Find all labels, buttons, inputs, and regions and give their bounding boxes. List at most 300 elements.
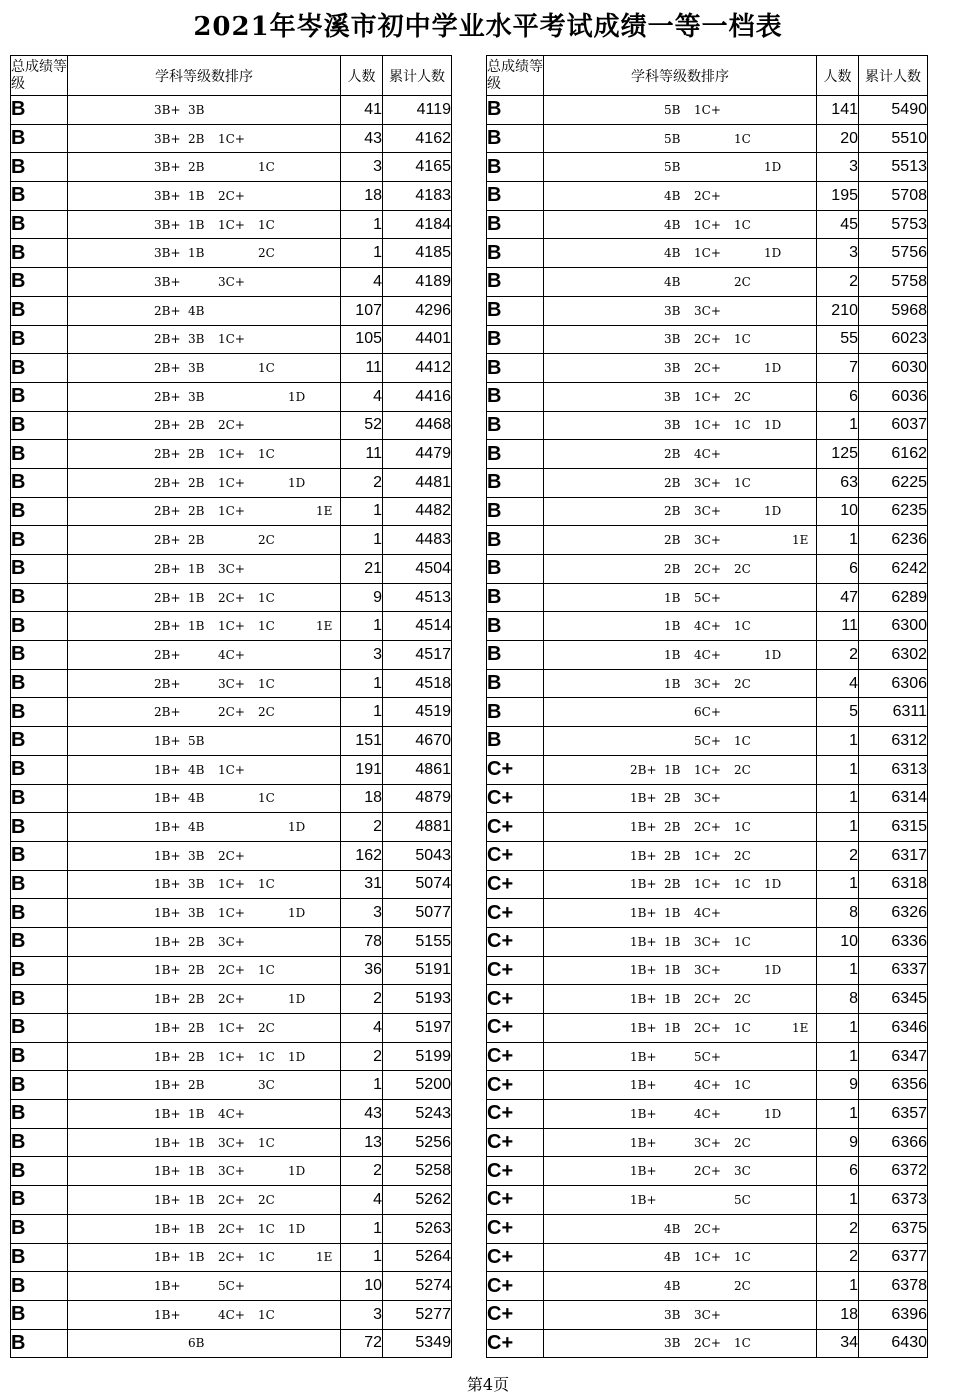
- grade-token: 2C+: [218, 1192, 245, 1207]
- table-row: [487, 468, 928, 497]
- grade-token: 3C+: [694, 934, 721, 949]
- grade-cell: B: [11, 956, 68, 985]
- grade-token: 1C+: [218, 447, 245, 462]
- combination-cell: [68, 325, 341, 354]
- grade-cell: B: [11, 210, 68, 239]
- grade-token: 1C: [258, 1250, 275, 1265]
- cumulative-cell: 4513: [383, 583, 452, 612]
- grade-token: 4C+: [694, 1078, 721, 1093]
- table-row: [487, 555, 928, 584]
- count-cell: 21: [341, 555, 383, 584]
- combination-cell: [544, 1272, 817, 1301]
- header-row: [487, 56, 928, 96]
- grade-cell: B: [11, 698, 68, 727]
- grade-cell: B: [11, 1272, 68, 1301]
- grade-token: 2B: [188, 131, 205, 146]
- grade-token: 2C+: [218, 963, 245, 978]
- cumulative-cell: 5191: [383, 956, 452, 985]
- grade-token: 1C+: [694, 246, 721, 261]
- grade-token: 4C+: [694, 906, 721, 921]
- table-row: [11, 526, 452, 555]
- grade-cell: B: [11, 440, 68, 469]
- grade-token: 3B+: [154, 131, 181, 146]
- grade-cell: B: [11, 1014, 68, 1043]
- grade-token: 1C+: [218, 762, 245, 777]
- combination-cell: [544, 669, 817, 698]
- grade-token: 1D: [764, 647, 782, 662]
- combination-cell: [68, 354, 341, 383]
- combination-cell: [544, 210, 817, 239]
- count-cell: 1: [817, 1100, 859, 1129]
- grade-cell: B: [487, 583, 544, 612]
- table-row: [487, 1071, 928, 1100]
- grade-token: 2B+: [154, 389, 181, 404]
- cumulative-cell: 6377: [859, 1243, 928, 1272]
- count-cell: 1: [341, 612, 383, 641]
- grade-cell: B: [487, 555, 544, 584]
- count-cell: 1: [341, 1071, 383, 1100]
- cumulative-cell: 6366: [859, 1128, 928, 1157]
- grade-token: 1B: [188, 561, 205, 576]
- count-cell: 13: [341, 1128, 383, 1157]
- count-cell: 195: [817, 182, 859, 211]
- cumulative-cell: 4879: [383, 784, 452, 813]
- cumulative-cell: 5263: [383, 1214, 452, 1243]
- grade-token: 1C+: [218, 1020, 245, 1035]
- grade-token: 3C+: [218, 1164, 245, 1179]
- grade-cell: B: [11, 124, 68, 153]
- cumulative-cell: 5197: [383, 1014, 452, 1043]
- table-row: [487, 784, 928, 813]
- cumulative-cell: 5200: [383, 1071, 452, 1100]
- grade-token: 1B: [664, 992, 681, 1007]
- count-cell: 1: [817, 526, 859, 555]
- table-row: [487, 899, 928, 928]
- header-count: 人数: [341, 56, 383, 96]
- grade-cell: B: [11, 354, 68, 383]
- grade-token: 1B: [188, 619, 205, 634]
- grade-token: 1C: [734, 217, 751, 232]
- grade-token: 1B+: [630, 877, 657, 892]
- grade-token: 1D: [288, 820, 306, 835]
- grade-cell: B: [11, 985, 68, 1014]
- combination-cell: [544, 268, 817, 297]
- grade-token: 2C+: [218, 1250, 245, 1265]
- table-row: [487, 698, 928, 727]
- count-cell: 151: [341, 727, 383, 756]
- grade-cell: B: [11, 325, 68, 354]
- count-cell: 1: [817, 727, 859, 756]
- grade-token: 2B: [188, 504, 205, 519]
- table-row: [11, 1300, 452, 1329]
- combination-cell: [544, 526, 817, 555]
- grade-cell: B: [487, 727, 544, 756]
- count-cell: 1: [341, 669, 383, 698]
- combination-cell: [68, 698, 341, 727]
- grade-token: 1D: [764, 246, 782, 261]
- table-row: [11, 296, 452, 325]
- combination-cell: [544, 1157, 817, 1186]
- combination-cell: [68, 755, 341, 784]
- grade-token: 2B: [188, 160, 205, 175]
- cumulative-cell: 6347: [859, 1042, 928, 1071]
- grade-token: 6B: [188, 1336, 205, 1351]
- cumulative-cell: 6313: [859, 755, 928, 784]
- grade-cell: C+: [487, 1214, 544, 1243]
- cumulative-cell: 6372: [859, 1157, 928, 1186]
- grade-cell: B: [487, 669, 544, 698]
- grade-token: 2C+: [694, 1164, 721, 1179]
- combination-cell: [544, 354, 817, 383]
- count-cell: 4: [341, 382, 383, 411]
- table-row: [487, 1042, 928, 1071]
- count-cell: 1: [817, 1186, 859, 1215]
- count-cell: 2: [817, 1243, 859, 1272]
- grade-token: 1B+: [630, 1164, 657, 1179]
- table-row: [11, 153, 452, 182]
- grade-token: 3B: [188, 389, 205, 404]
- count-cell: 1: [341, 497, 383, 526]
- grade-token: 2B+: [154, 332, 181, 347]
- count-cell: 41: [341, 96, 383, 125]
- table-row: [487, 153, 928, 182]
- grade-cell: B: [11, 1042, 68, 1071]
- grade-cell: B: [11, 755, 68, 784]
- table-row: [11, 1100, 452, 1129]
- table-row: [487, 182, 928, 211]
- grade-token: 1C: [258, 877, 275, 892]
- table-row: [11, 497, 452, 526]
- cumulative-cell: 4468: [383, 411, 452, 440]
- count-cell: 210: [817, 296, 859, 325]
- table-row: [487, 1243, 928, 1272]
- grade-token: 3B: [664, 361, 681, 376]
- combination-cell: [68, 669, 341, 698]
- table-row: [487, 296, 928, 325]
- grade-token: 2C: [734, 389, 751, 404]
- grade-cell: B: [11, 268, 68, 297]
- grade-cell: B: [11, 927, 68, 956]
- table-row: [487, 96, 928, 125]
- combination-cell: [68, 1157, 341, 1186]
- grade-token: 2C+: [218, 188, 245, 203]
- grade-token: 1C: [258, 676, 275, 691]
- cumulative-cell: 6242: [859, 555, 928, 584]
- grade-cell: B: [11, 870, 68, 899]
- grade-token: 3C+: [694, 504, 721, 519]
- table-row: [487, 1100, 928, 1129]
- grade-token: 1B+: [154, 1078, 181, 1093]
- grade-token: 1C: [734, 131, 751, 146]
- combination-cell: [68, 899, 341, 928]
- combination-cell: [544, 870, 817, 899]
- grade-token: 3B+: [154, 246, 181, 261]
- cumulative-cell: 6430: [859, 1329, 928, 1358]
- grade-cell: C+: [487, 1186, 544, 1215]
- table-row: [11, 382, 452, 411]
- grade-token: 1B+: [154, 906, 181, 921]
- cumulative-cell: 4481: [383, 468, 452, 497]
- grade-token: 3B: [664, 303, 681, 318]
- cumulative-cell: 4861: [383, 755, 452, 784]
- grade-token: 4C+: [218, 1307, 245, 1322]
- cumulative-cell: 5968: [859, 296, 928, 325]
- grade-token: 1C: [258, 963, 275, 978]
- cumulative-cell: 6315: [859, 813, 928, 842]
- grade-token: 2C: [734, 762, 751, 777]
- combination-cell: [68, 153, 341, 182]
- grade-cell: B: [487, 612, 544, 641]
- combination-cell: [68, 1014, 341, 1043]
- combination-cell: [68, 182, 341, 211]
- grade-cell: B: [487, 382, 544, 411]
- grade-token: 3B+: [154, 188, 181, 203]
- table-row: [11, 1329, 452, 1358]
- table-row: [487, 526, 928, 555]
- grade-token: 2B+: [154, 447, 181, 462]
- combination-cell: [544, 641, 817, 670]
- count-cell: 47: [817, 583, 859, 612]
- grade-token: 1D: [764, 877, 782, 892]
- cumulative-cell: 6396: [859, 1300, 928, 1329]
- count-cell: 162: [341, 841, 383, 870]
- table-row: [11, 555, 452, 584]
- grade-token: 1C: [734, 1078, 751, 1093]
- grade-cell: B: [11, 239, 68, 268]
- grade-token: 2C: [258, 246, 275, 261]
- grade-token: 2C: [258, 1020, 275, 1035]
- cumulative-cell: 6336: [859, 927, 928, 956]
- grade-cell: B: [11, 497, 68, 526]
- grade-cell: B: [487, 124, 544, 153]
- grade-token: 2B+: [154, 303, 181, 318]
- cumulative-cell: 6311: [859, 698, 928, 727]
- combination-cell: [544, 698, 817, 727]
- count-cell: 18: [817, 1300, 859, 1329]
- combination-cell: [544, 497, 817, 526]
- grade-token: 2C+: [694, 1221, 721, 1236]
- combination-cell: [68, 96, 341, 125]
- count-cell: 5: [817, 698, 859, 727]
- grade-token: 1B+: [154, 877, 181, 892]
- table-row: [487, 497, 928, 526]
- cumulative-cell: 4162: [383, 124, 452, 153]
- count-cell: 1: [341, 1243, 383, 1272]
- grade-token: 1D: [288, 1164, 306, 1179]
- cumulative-cell: 6302: [859, 641, 928, 670]
- table-row: [11, 641, 452, 670]
- grade-cell: C+: [487, 1014, 544, 1043]
- combination-cell: [544, 985, 817, 1014]
- count-cell: 2: [341, 985, 383, 1014]
- grade-token: 3C+: [694, 303, 721, 318]
- grade-cell: B: [11, 555, 68, 584]
- grade-cell: B: [11, 1186, 68, 1215]
- grade-cell: B: [11, 1243, 68, 1272]
- combination-cell: [68, 927, 341, 956]
- table-row: [487, 124, 928, 153]
- cumulative-cell: 4881: [383, 813, 452, 842]
- combination-cell: [68, 468, 341, 497]
- grade-token: 3C: [258, 1078, 275, 1093]
- grade-token: 1E: [316, 504, 333, 519]
- table-row: [11, 96, 452, 125]
- combination-cell: [68, 268, 341, 297]
- table-row: [487, 354, 928, 383]
- grade-token: 1B+: [154, 1221, 181, 1236]
- grade-cell: B: [487, 411, 544, 440]
- grade-token: 2B+: [154, 561, 181, 576]
- grade-token: 2B: [188, 992, 205, 1007]
- cumulative-cell: 6337: [859, 956, 928, 985]
- count-cell: 9: [817, 1071, 859, 1100]
- grade-cell: B: [11, 1128, 68, 1157]
- count-cell: 1: [341, 1214, 383, 1243]
- grade-token: 2B+: [154, 705, 181, 720]
- count-cell: 107: [341, 296, 383, 325]
- combination-cell: [544, 555, 817, 584]
- count-cell: 52: [341, 411, 383, 440]
- count-cell: 55: [817, 325, 859, 354]
- table-row: [11, 813, 452, 842]
- grade-token: 2B: [188, 1049, 205, 1064]
- cumulative-cell: 4519: [383, 698, 452, 727]
- grade-cell: B: [487, 698, 544, 727]
- grade-token: 1C: [734, 475, 751, 490]
- grade-cell: B: [11, 1100, 68, 1129]
- count-cell: 11: [341, 440, 383, 469]
- grade-token: 1B+: [630, 1106, 657, 1121]
- grade-cell: C+: [487, 870, 544, 899]
- grade-token: 1B+: [630, 1078, 657, 1093]
- grade-token: 2B+: [154, 533, 181, 548]
- grade-cell: B: [11, 583, 68, 612]
- grade-token: 1B+: [154, 1164, 181, 1179]
- header-cumulative: 累计人数: [859, 56, 928, 96]
- grade-token: 1B+: [630, 1049, 657, 1064]
- grade-token: 1B: [188, 1164, 205, 1179]
- cumulative-cell: 5074: [383, 870, 452, 899]
- grade-token: 1C+: [218, 475, 245, 490]
- grade-token: 1B+: [154, 1307, 181, 1322]
- grade-cell: B: [11, 1300, 68, 1329]
- grade-token: 4B: [664, 274, 681, 289]
- combination-cell: [68, 813, 341, 842]
- combination-cell: [544, 1100, 817, 1129]
- table-row: [11, 411, 452, 440]
- page-footer: 第4页: [466, 1375, 510, 1394]
- count-cell: 10: [341, 1272, 383, 1301]
- cumulative-cell: 6162: [859, 440, 928, 469]
- cumulative-cell: 4479: [383, 440, 452, 469]
- table-row: [11, 210, 452, 239]
- table-row: [11, 698, 452, 727]
- grade-token: 1C: [258, 447, 275, 462]
- grade-token: 4C+: [218, 1106, 245, 1121]
- grade-token: 3B: [664, 1336, 681, 1351]
- count-cell: 4: [341, 268, 383, 297]
- table-row: [11, 841, 452, 870]
- grade-token: 2C+: [694, 561, 721, 576]
- grade-token: 3B+: [154, 102, 181, 117]
- combination-cell: [68, 210, 341, 239]
- count-cell: 36: [341, 956, 383, 985]
- grade-token: 1C: [734, 733, 751, 748]
- combination-cell: [68, 440, 341, 469]
- count-cell: 1: [817, 784, 859, 813]
- count-cell: 1: [341, 526, 383, 555]
- grade-token: 1B+: [630, 1192, 657, 1207]
- cumulative-cell: 5243: [383, 1100, 452, 1129]
- combination-cell: [68, 239, 341, 268]
- cumulative-cell: 4483: [383, 526, 452, 555]
- combination-cell: [68, 784, 341, 813]
- cumulative-cell: 5490: [859, 96, 928, 125]
- combination-cell: [68, 612, 341, 641]
- cumulative-cell: 5193: [383, 985, 452, 1014]
- combination-cell: [544, 956, 817, 985]
- combination-cell: [68, 583, 341, 612]
- grade-token: 3C+: [694, 1307, 721, 1322]
- count-cell: 43: [341, 1100, 383, 1129]
- grade-token: 2B: [664, 475, 681, 490]
- grade-token: 1C: [258, 217, 275, 232]
- combination-cell: [68, 1042, 341, 1071]
- grade-token: 2B: [664, 504, 681, 519]
- grade-token: 1B+: [630, 1135, 657, 1150]
- grade-token: 1B+: [154, 820, 181, 835]
- cumulative-cell: 5043: [383, 841, 452, 870]
- grade-cell: C+: [487, 1329, 544, 1358]
- grade-cell: B: [11, 841, 68, 870]
- grade-token: 2C: [734, 848, 751, 863]
- count-cell: 125: [817, 440, 859, 469]
- grade-token: 1B+: [154, 762, 181, 777]
- table-row: [487, 985, 928, 1014]
- table-row: [11, 927, 452, 956]
- grade-token: 1D: [764, 1106, 782, 1121]
- table-row: [487, 1157, 928, 1186]
- grade-token: 2C+: [694, 188, 721, 203]
- cumulative-cell: 6375: [859, 1214, 928, 1243]
- header-row: [11, 56, 452, 96]
- combination-cell: [68, 555, 341, 584]
- grade-token: 1B+: [154, 733, 181, 748]
- grade-token: 1B: [664, 1020, 681, 1035]
- cumulative-cell: 5262: [383, 1186, 452, 1215]
- grade-cell: C+: [487, 956, 544, 985]
- grade-token: 1B: [664, 963, 681, 978]
- grade-token: 6C+: [694, 705, 721, 720]
- grade-token: 1B: [188, 1135, 205, 1150]
- grade-token: 1D: [288, 1221, 306, 1236]
- count-cell: 1: [341, 210, 383, 239]
- grade-token: 1C+: [694, 877, 721, 892]
- grade-token: 1C: [258, 791, 275, 806]
- grade-token: 2B+: [154, 418, 181, 433]
- combination-cell: [544, 124, 817, 153]
- grade-token: 1B: [188, 1221, 205, 1236]
- grade-cell: B: [487, 153, 544, 182]
- grade-token: 1B: [664, 590, 681, 605]
- combination-cell: [68, 985, 341, 1014]
- table-row: [11, 354, 452, 383]
- grade-cell: B: [11, 612, 68, 641]
- table-row: [11, 124, 452, 153]
- combination-cell: [68, 1128, 341, 1157]
- table-row: [487, 1272, 928, 1301]
- grade-token: 1C: [258, 1049, 275, 1064]
